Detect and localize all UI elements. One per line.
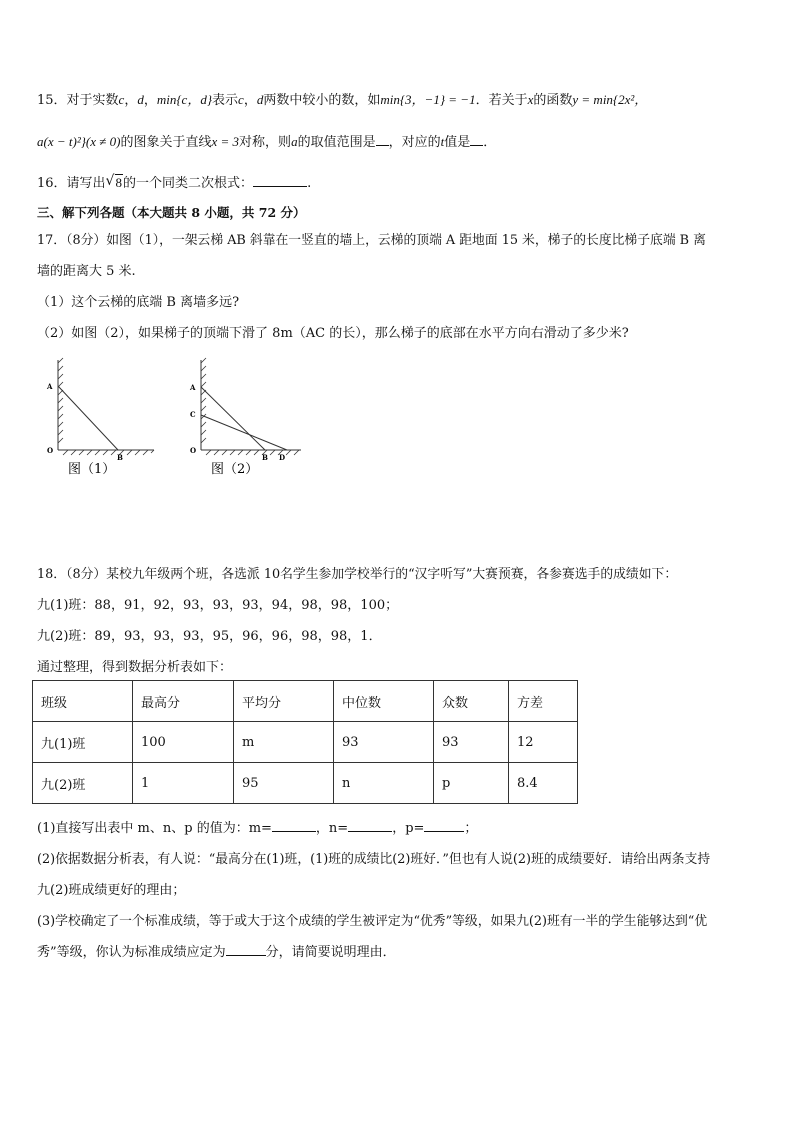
table-cell: p (434, 763, 509, 804)
q16: 16．请写出 √ 8的一个同类二次根式： . (37, 173, 312, 191)
min-example: min{3，−1} = −1 (380, 92, 476, 107)
q15-line2: a(x − t)²}(x ≠ 0)的图象关于直线x = 3对称，则a的取值范围是 ，对应的t值是 ． (37, 134, 497, 150)
data-analysis-table (32, 680, 578, 804)
table-cell: n (334, 763, 434, 804)
q18-part3-line1: (3)学校确定了一个标准成绩，等于或大于这个成绩的学生被评定为“优秀”等级，如果九(2)班有一半的学生能够达到“优 (37, 914, 708, 929)
q18-part3-line2: 秀”等级，你认为标准成绩应定为 分，请简要说明理由． (37, 945, 396, 960)
table-cell: 100 (133, 722, 234, 763)
function-expression: y = min{2x²， (572, 92, 648, 107)
figure-1 (44, 355, 174, 485)
wall-hatch (201, 358, 206, 443)
answer-blank-standard[interactable] (226, 943, 266, 956)
q17-line2: 墙的距离大 5 米. (37, 264, 136, 279)
table-header-row (33, 681, 578, 722)
label-b: B (262, 453, 268, 462)
answer-blank[interactable] (253, 174, 307, 187)
ladder-ab (58, 386, 118, 450)
header-mean: 平均分 (234, 681, 334, 722)
q18-part2-line2: 九(2)班成绩更好的理由； (37, 883, 186, 898)
min-expression: min{c，d} (156, 92, 213, 107)
q18-class2-scores: 九(2)班：89，93，93，93，95，96，96，98，98，1． (37, 629, 382, 644)
table-cell: 93 (334, 722, 434, 763)
header-variance: 方差 (509, 681, 578, 722)
q15-line1: 15．对于实数c，d，min{c，d}表示c，d两数中较小的数，如min{3，−1} = −1．若关于x的函数y = min{2x²， (37, 92, 648, 108)
answer-blank[interactable] (470, 133, 483, 146)
header-class: 班级 (33, 681, 133, 722)
q17-line1: 17．（8分）如图（1），一架云梯 AB 斜靠在一竖直的墙上，云梯的顶端 A 距地面 15 米，梯子的长度比梯子底端 B 离 (37, 233, 706, 248)
caption-fig2: 图（2） (211, 462, 259, 477)
label-b: B (117, 453, 123, 462)
answer-blank[interactable] (376, 133, 389, 146)
q18-class1-scores: 九(1)班：88，91，92，93，93，93，94，98，98，100； (37, 598, 399, 613)
caption-fig1: 图（1） (68, 462, 116, 477)
label-o: O (190, 446, 197, 455)
table-cell: 1 (133, 763, 234, 804)
header-max: 最高分 (133, 681, 234, 722)
table-cell: 8.4 (509, 763, 578, 804)
label-d: D (279, 453, 286, 462)
header-median: 中位数 (334, 681, 434, 722)
table-row (33, 763, 578, 804)
ladder-cd (201, 415, 287, 450)
answer-blank-n[interactable] (348, 819, 392, 832)
q18-line1: 18．（8分）某校九年级两个班，各选派 10名学生参加学校举行的“汉字听写”大赛预赛，各参赛选手的成绩如下： (37, 567, 678, 582)
wall-hatch (58, 358, 63, 443)
label-a: A (190, 383, 196, 392)
q17-sub2: （2）如图（2），如果梯子的顶端下滑了 8m（AC 的长），那么梯子的底部在水平方向右滑动了多少米? (37, 326, 629, 341)
figure-2 (183, 355, 313, 485)
label-a: A (47, 382, 53, 391)
table-cell: 12 (509, 722, 578, 763)
table-row (33, 722, 578, 763)
header-mode: 众数 (434, 681, 509, 722)
sqrt-expression: √ 8 (105, 173, 123, 190)
answer-blank-p[interactable] (424, 819, 464, 832)
q18-part1: (1)直接写出表中 m、n、p 的值为：m= ，n= ，p= ； (37, 821, 478, 836)
table-cell: 九(2)班 (33, 763, 133, 804)
q18-intro: 通过整理，得到数据分析表如下： (37, 660, 233, 675)
answer-blank-m[interactable] (272, 819, 316, 832)
table-cell: 93 (434, 722, 509, 763)
function-expression-cont: a(x − t)²}(x ≠ 0) (37, 134, 121, 149)
table-cell: 九(1)班 (33, 722, 133, 763)
q17-sub1: （1）这个云梯的底端 B 离墙多远? (37, 295, 240, 310)
ground-hatch (63, 450, 154, 455)
label-o: O (47, 446, 54, 455)
label-c: C (190, 410, 196, 419)
table-cell: 95 (234, 763, 334, 804)
table-cell: m (234, 722, 334, 763)
q18-part2-line1: (2)依据数据分析表，有人说：“最高分在(1)班，(1)班的成绩比(2)班好．”但也有人说(2)班的成绩要好．请给出两条支持 (37, 852, 711, 867)
section-heading: 三、解下列各题（本大题共 8 小题，共 72 分） (37, 205, 306, 220)
